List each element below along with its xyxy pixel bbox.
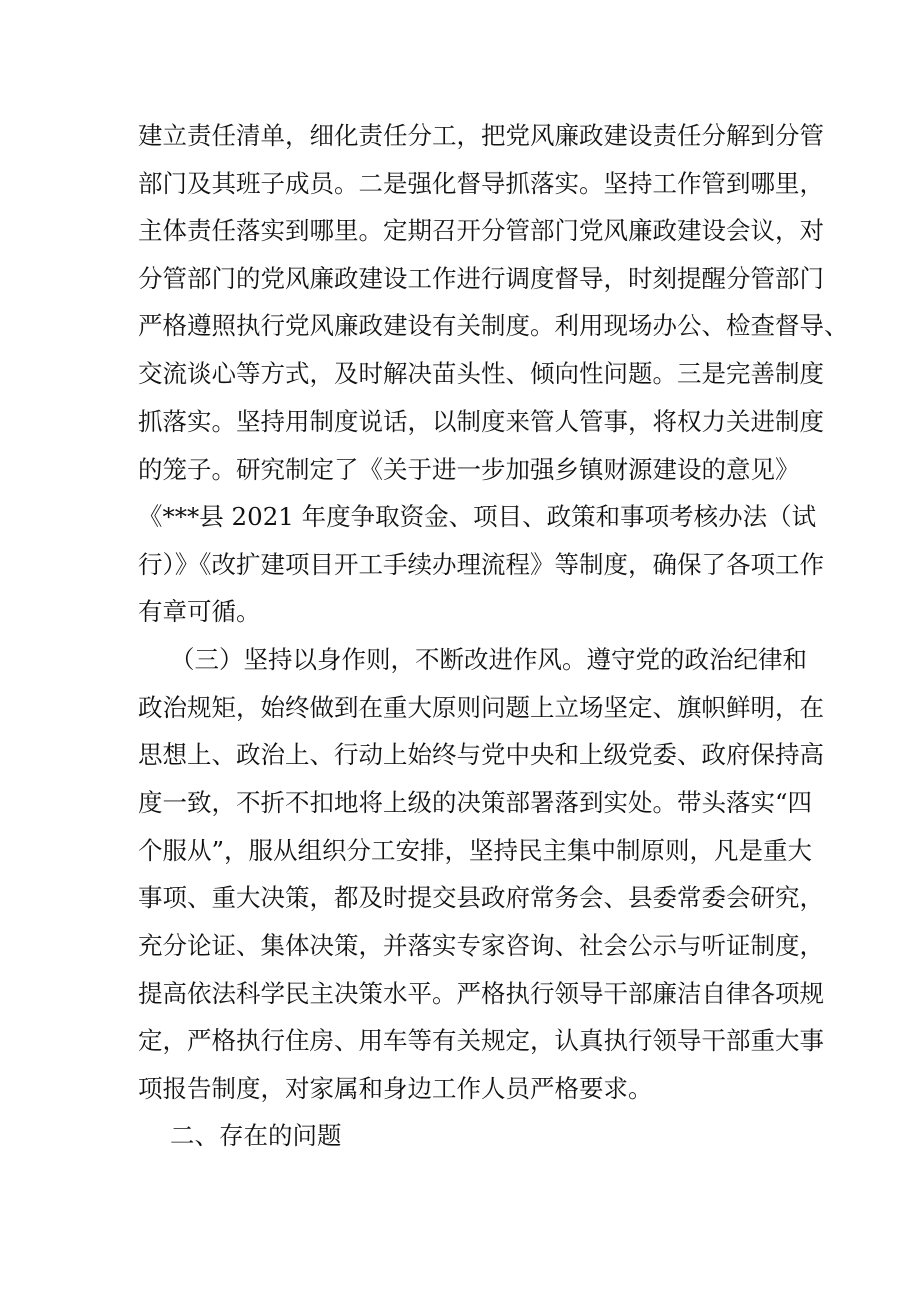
text-line: 个服从”，服从组织分工安排，坚持民主集中制原则，凡是重大 (138, 836, 813, 865)
text-line: 建立责任清单，细化责任分工，把党风廉政建设责任分解到分管 (138, 121, 824, 150)
text-line: 事项、重大决策，都及时提交县政府常务会、县委常委会研究， (138, 883, 824, 912)
text-line: 行）》《改扩建项目开工手续办理流程》等制度，确保了各项工作 (138, 550, 824, 579)
text-line: 提高依法科学民主决策水平。严格执行领导干部廉洁自律各项规 (138, 979, 824, 1008)
text-line: 有章可循。 (138, 597, 261, 626)
text-line: 政治规矩，始终做到在重大原则问题上立场坚定、旗帜鲜明，在 (138, 693, 824, 722)
text-line: 定，严格执行住房、用车等有关规定，认真执行领导干部重大事 (138, 1026, 824, 1055)
text-line: 主体责任落实到哪里。定期召开分管部门党风廉政建设会议，对 (138, 216, 824, 245)
section-heading-3: （三）坚持以身作则，不断改进作风。遵守党的政治纪律和 (170, 645, 807, 674)
text-line: 的笼子。研究制定了《关于进一步加强乡镇财源建设的意见》 (138, 455, 800, 484)
text-line: 部门及其班子成员。二是强化督导抓落实。坚持工作管到哪里， (138, 169, 824, 198)
text-line: 《***县 2021 年度争取资金、项目、政策和事项考核办法（试 (138, 502, 817, 531)
text-line: 充分论证、集体决策，并落实专家咨询、社会公示与听证制度， (138, 931, 824, 960)
text-line: 严格遵照执行党风廉政建设有关制度。利用现场办公、检查督导、 (138, 311, 849, 340)
text-line: 项报告制度，对家属和身边工作人员严格要求。 (138, 1074, 653, 1103)
text-line: 思想上、政治上、行动上始终与党中央和上级党委、政府保持高 (138, 740, 824, 769)
text-line: 交流谈心等方式，及时解决苗头性、倾向性问题。三是完善制度 (138, 359, 824, 388)
text-line: 分管部门的党风廉政建设工作进行调度督导，时刻提醒分管部门 (138, 264, 824, 293)
text-line: 抓落实。坚持用制度说话，以制度来管人管事，将权力关进制度 (138, 407, 824, 436)
text-line: 度一致，不折不扣地将上级的决策部署落到实处。带头落实“四 (138, 788, 813, 817)
section-heading-2: 二、存在的问题 (170, 1121, 342, 1150)
